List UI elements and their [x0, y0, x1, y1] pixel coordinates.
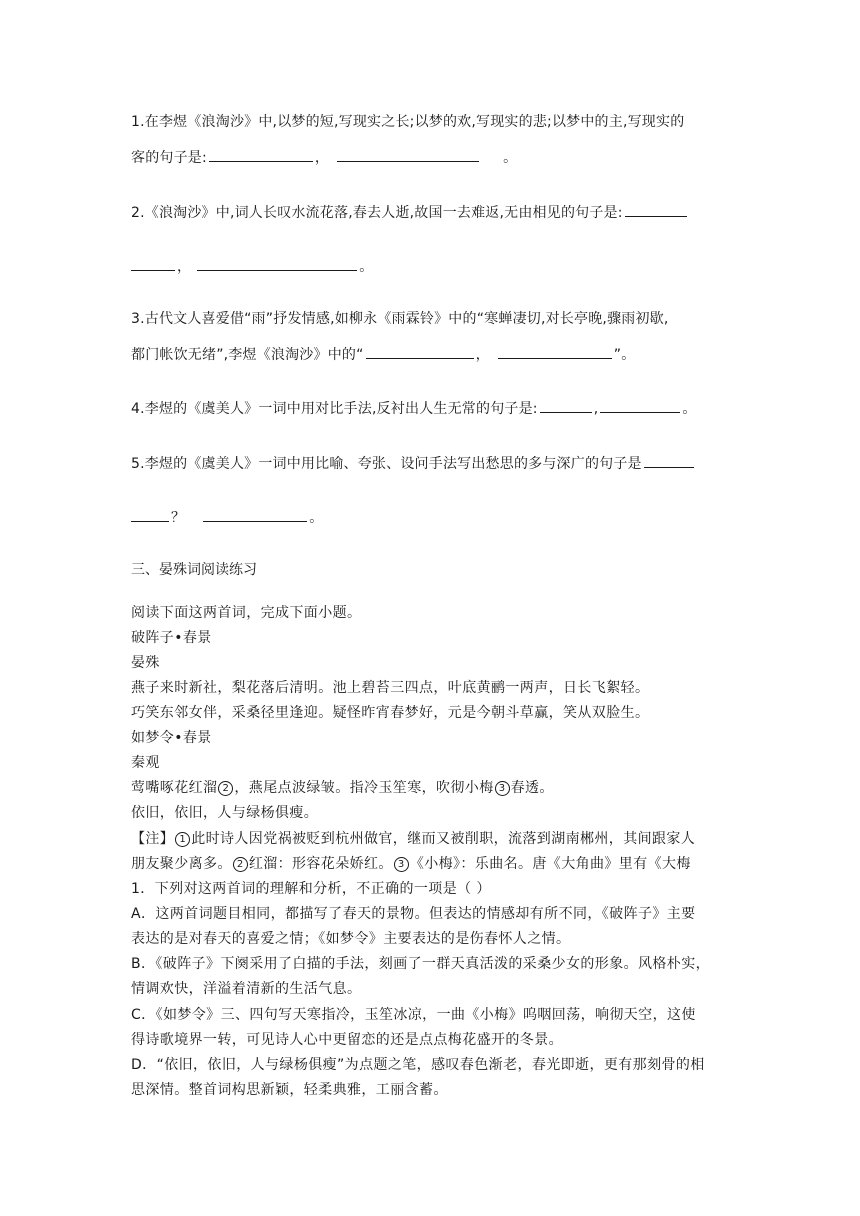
note-text-2c: 《小梅》：乐曲名。唐《大角曲》里有《大梅: [409, 856, 691, 872]
q5-mid: ？: [171, 510, 186, 526]
note-text-2b: 红溜：形容花朵娇红。: [248, 856, 393, 872]
note-marker-2b: 2: [233, 857, 248, 872]
q2-prefix: 2.《浪淘沙》中,词人长叹水流花落,春去人逝,故国一去难返,无由相见的句子是:: [131, 205, 623, 221]
note-text-1: 此时诗人因党祸被贬到杭州做官，继而又被削职，流落到湖南郴州，其间跟家人: [191, 831, 696, 847]
q1-line-1: 1.在李煜《浪淘沙》中,以梦的短,写现实之长;以梦的欢,写现实的悲;以梦中的主,写现实的: [131, 114, 685, 130]
poem2-author: 秦观: [131, 755, 160, 771]
q1-line-2: [131, 146, 517, 168]
q5-line-1: [131, 452, 696, 474]
note-line-2: [131, 854, 691, 874]
q3-blank-2[interactable]: [498, 343, 612, 359]
option-b-line-2: 情调欢快，洋溢着清新的生活气息。: [131, 981, 362, 997]
option-d-line-2: 思深情。整首词构思新颖，轻柔典雅，工丽含蓄。: [131, 1082, 448, 1098]
option-a-line-1: A．这两首词题目相同，都描写了春天的景物。但表达的情感却有所不同，《破阵子》主要: [131, 906, 696, 922]
note-marker-1: 1: [175, 832, 190, 847]
q5-prefix: 5.李煜的《虞美人》一词中用比喻、夸张、设问手法写出愁思的多与深广的句子是: [131, 456, 642, 472]
q2-line-2: [131, 255, 373, 277]
option-c-line-1: C．《如梦令》三、四句写天寒指冷，玉笙冰凉，一曲《小梅》呜咽回荡，响彻天空，这使: [131, 1007, 696, 1023]
question-stem: 1．下列对这两首词的理解和分析，不正确的一项是（ ）: [131, 881, 491, 897]
poem2-line-2: 依旧，依旧，人与绿杨俱瘦。: [131, 805, 319, 821]
note-marker-3: 3: [495, 781, 510, 796]
note-line-1: [131, 829, 695, 849]
q4-sep: ,: [593, 401, 599, 417]
q1-end: 。: [503, 150, 518, 166]
poem2-line-1-part-c: 春透。: [510, 780, 554, 796]
poem1-line-2: 巧笑东邻女伴，采桑径里逢迎。疑怪昨宵春梦好，元是今朝斗草赢，笑从双脸生。: [131, 705, 650, 721]
q2-blank-1b[interactable]: [131, 255, 175, 271]
q4-blank-2[interactable]: [600, 397, 680, 413]
q1-blank-2[interactable]: [337, 146, 479, 162]
note-text-2a: 朋友聚少离多。: [131, 856, 232, 872]
q4-end: 。: [682, 401, 697, 417]
q3-sep: ，: [475, 347, 490, 363]
q1-sep: ，: [314, 150, 330, 166]
q3-line-1: 3.古代文人喜爱借“雨”抒发情感,如柳永《雨霖铃》中的“寒蝉凄切,对长亭晚,骤雨初歇,: [131, 311, 669, 327]
poem2-line-1: [131, 778, 554, 798]
poem1-author: 晏殊: [131, 655, 160, 671]
q2-blank-2[interactable]: [197, 255, 357, 271]
q2-sep: ，: [177, 259, 192, 275]
option-b-line-1: B．《破阵子》下阕采用了白描的手法，刻画了一群天真活泼的采桑少女的形象。风格朴实，: [131, 956, 711, 972]
option-a-line-2: 表达的是对春天的喜爱之情；《如梦令》主要表达的是伤春怀人之情。: [131, 931, 571, 947]
q2-blank-1a[interactable]: [625, 201, 687, 217]
poem2-line-1-part-b: ，燕尾点波绿皱。指冷玉笙寒，吹彻小梅: [234, 780, 494, 796]
q2-end: 。: [359, 259, 374, 275]
poem2-line-1-part-a: 莺嘴啄花红溜: [131, 780, 218, 796]
section-title: 三、晏殊词阅读练习: [131, 562, 257, 578]
q5-blank-1b[interactable]: [131, 506, 169, 522]
q4-line: [131, 397, 697, 419]
reading-intro: 阅读下面这两首词，完成下面小题。: [131, 605, 362, 621]
q4-blank-1[interactable]: [540, 397, 592, 413]
q3-blank-1[interactable]: [366, 343, 474, 359]
q1-blank-1[interactable]: [209, 146, 313, 162]
q5-blank-2[interactable]: [203, 506, 307, 522]
option-c-line-2: 得诗歌境界一转，可见诗人心中更留恋的还是点点梅花盛开的冬景。: [131, 1032, 563, 1048]
poem2-title: 如梦令•春景: [131, 730, 212, 746]
q3-line-2: [131, 343, 635, 365]
q2-line-1: [131, 201, 689, 223]
q4-prefix: 4.李煜的《虞美人》一词中用对比手法,反衬出人生无常的句子是:: [131, 401, 538, 417]
q5-end: 。: [309, 510, 324, 526]
poem1-line-1: 燕子来时新社，梨花落后清明。池上碧苔三四点，叶底黄鹂一两声，日长飞絮轻。: [131, 680, 650, 696]
q1-prefix: 客的句子是:: [131, 150, 207, 166]
note-label: 【注】: [131, 831, 175, 847]
q5-blank-1a[interactable]: [644, 452, 694, 468]
poem1-title: 破阵子•春景: [131, 630, 212, 646]
option-d-line-1: D．“依旧，依旧，人与绿杨俱瘦”为点题之笔，感叹春色渐老，春光即逝，更有那刻骨的相: [131, 1057, 705, 1073]
note-marker-3b: 3: [394, 857, 409, 872]
q3-prefix: 都门帐饮无绪”,李煜《浪淘沙》中的“: [131, 347, 364, 363]
q3-end: ”。: [613, 347, 636, 363]
q5-line-2: [131, 506, 323, 528]
note-marker-2: 2: [218, 781, 233, 796]
